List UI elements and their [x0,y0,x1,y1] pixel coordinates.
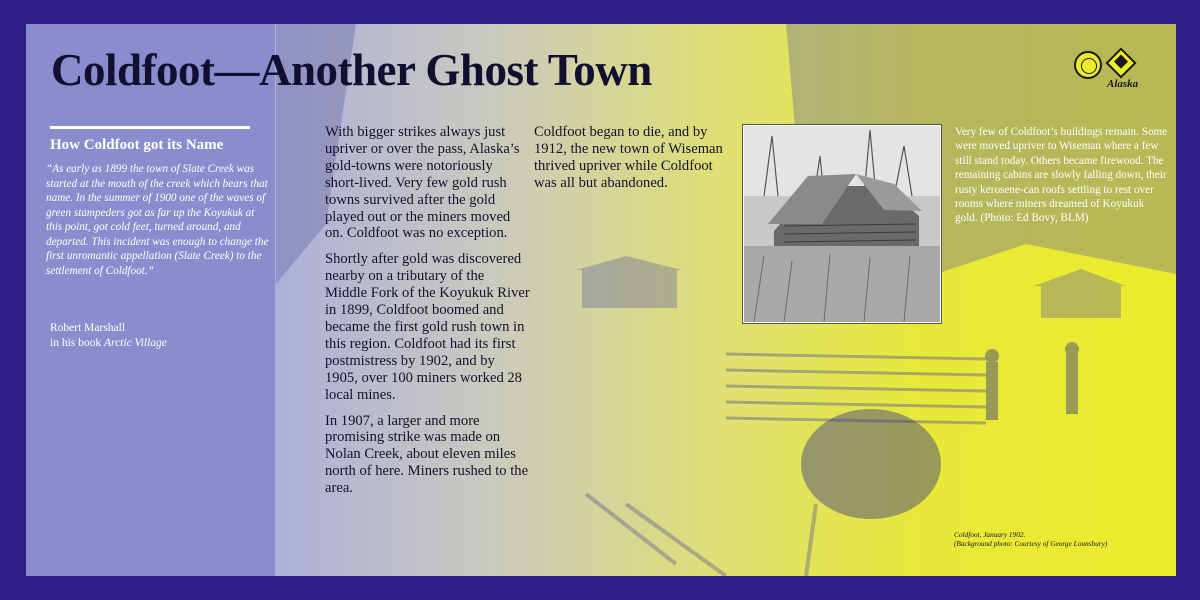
sidebar-quote: “As early as 1899 the town of Slate Creek was started at the mouth of the creek which bears that name. In the summer of 1900 one of the waves of green stampeders got as far up the Koyukuk at this point, got cold feet, turned around, and departed. This incident was enough to change the first unromantic appellation (Slate Creek) to the settlement of Coldfoot.” [46,163,269,277]
body-paragraph: Coldfoot began to die, and by 1912, the new town of Wiseman thrived upriver while Coldfoot was all but abandoned. [534,124,723,191]
agency-logos [1074,48,1150,92]
blm-logo-icon [1105,47,1136,78]
seal-logo-icon [1074,51,1102,79]
body-paragraph: Shortly after gold was discovered nearby on a tributary of the Middle Fork of the Koyukuk River in 1899, Coldfoot boomed and became the first gold rush town in this region. Coldfoot had its first postmistress by 1902, and by 1905, over 100 miners worked 28 local mines. [325,251,530,403]
cabin-photo [742,124,942,324]
sidebar-panel [26,24,275,576]
cabin-photo-image [744,126,940,322]
body-paragraph: With bigger strikes always just upriver or over the pass, Alaska’s gold-towns were notoriously short-lived. Very few gold rush towns survived after the gold played out or the miners moved on. Coldfoot was no exception. [325,124,520,242]
caption-line-2: (Background photo: Courtesy of George Lounsbury) [954,539,1108,549]
sidebar-credit [50,321,167,351]
caption-line-1: Coldfoot, January 1902. [954,530,1026,539]
sidebar-heading: How Coldfoot got its Name [50,137,224,153]
credit-prefix: in his book [50,337,104,349]
background-caption [954,530,1168,549]
sign-panel [26,24,1176,576]
body-paragraph: In 1907, a larger and more promising strike was made on Nolan Creek, about eleven miles north of here. Miners rushed to the area. [325,412,529,497]
credit-name: Robert Marshall [50,322,126,334]
credit-book: Arctic Village [104,337,167,349]
body-column-2 [534,124,734,201]
logo-text: Alaska [1107,78,1139,90]
page-title: Coldfoot—Another Ghost Town [51,45,652,95]
photo-description: Very few of Coldfoot’s buildings remain. Some were moved upriver to Wiseman where a few still stand today. Others became firewood. The remaining cabins are slowly falling down, their rusty kerosene-can roofs settling to rest over rooms where miners dreamed of Koyukuk gold. (Photo: Ed Bovy, BLM) [955,126,1168,225]
body-column-1 [325,124,530,506]
sidebar-divider [50,126,250,129]
